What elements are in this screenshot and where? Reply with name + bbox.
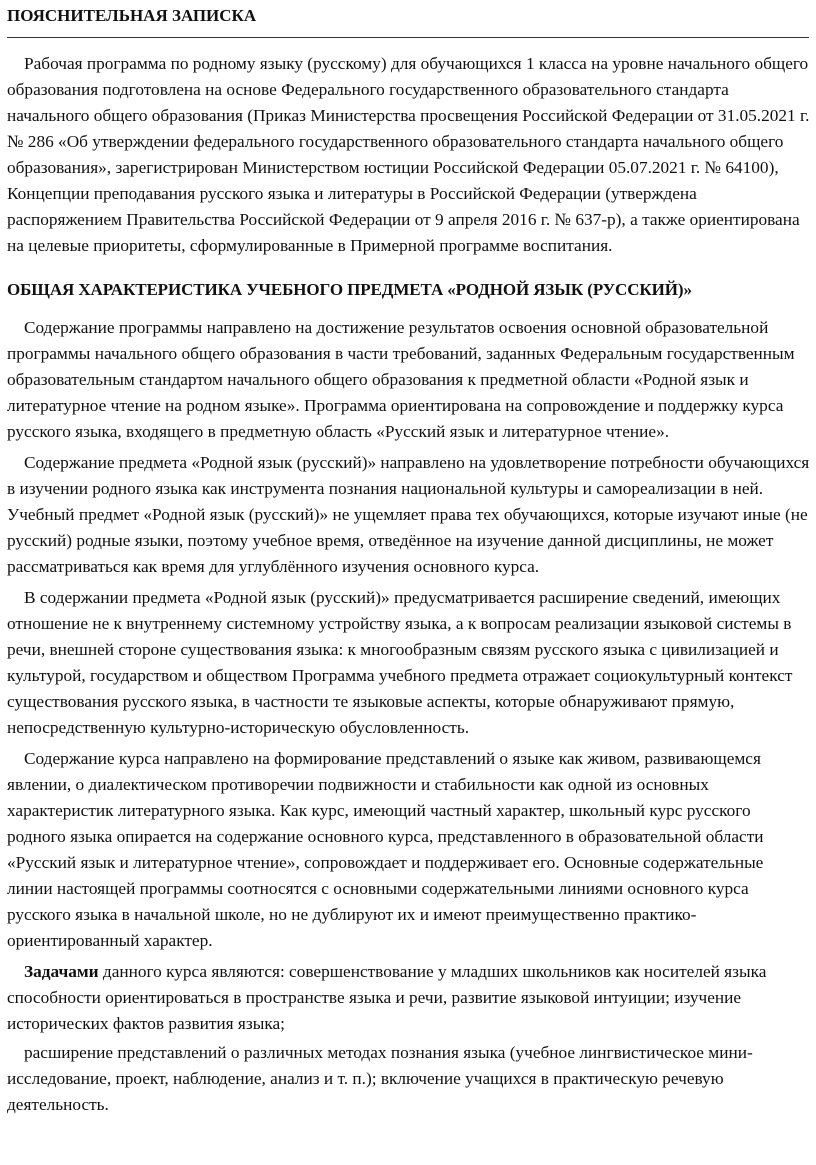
paragraph-course-content: Содержание курса направлено на формирование представлений о языке как живом, развивающемся явлении, о диалектическом противоречии подвижности и стабильности как одной из основных характеристик литературного языка. Как курс, имеющий частный характер, школьный курс русского родного языка опирается на содержание основного курса, представленного в образовательной области «Русский язык и литературное чтение», сопровождает и поддерживает его. Основные содержательные линии настоящей программы соотносятся с основными содержательными линиями основного курса русского языка в начальной школе, но не дублируют их и имеют преимущественно практико-ориентированный характер. xyxy=(7,749,764,950)
tasks-lead: Задачами xyxy=(24,962,99,981)
paragraph-subject-scope: В содержании предмета «Родной язык (русский)» предусматривается расширение сведений, имеющих отношение не к внутреннему системному устройству языка, а к вопросам реализации языковой системы в речи, внешней стороне существования языка: к многообразным связям русского языка с цивилизацией и культурой, государством и обществом Программа учебного предмета отражает социокультурный контекст существования русского языка, в частности те языковые аспекты, которые обнаруживают прямую, непосредственную культурно-историческую обусловленность. xyxy=(7,588,793,737)
paragraph-program-content: Содержание программы направлено на достижение результатов освоения основной образовательной программы начального общего образования в части требований, заданных Федеральным государственным образовательным стандартом начального общего образования к предметной области «Родной язык и литературное чтение на родном языке». Программа ориентирована на сопровождение и поддержку курса русского языка, входящего в предметную область «Русский язык и литературное чтение». xyxy=(7,318,795,441)
section-heading: ОБЩАЯ ХАРАКТЕРИСТИКА УЧЕБНОГО ПРЕДМЕТА «РОДНОЙ ЯЗЫК (РУССКИЙ)» xyxy=(7,280,692,299)
paragraph-subject-content: Содержание предмета «Родной язык (русский)» направлено на удовлетворение потребности обучающихся в изучении родного языка как инструмента познания национальной культуры и самореализации в ней. Учебный предмет «Родной язык (русский)» не ущемляет права тех обучающихся, которые изучают иные (не русский) родные языки, поэтому учебное время, отведённое на изучение данной дисциплины, не может рассматриваться как время для углублённого изучения основного курса. xyxy=(7,453,810,576)
document-page xyxy=(7,0,811,1165)
intro-paragraph: Рабочая программа по родному языку (русскому) для обучающихся 1 класса на уровне начального общего образования подготовлена на основе Федерального государственного образовательного стандарта начального общего образования (Приказ Министерства просвещения Российской Федерации от 31.05.2021 г. № 286 «Об утверждении федерального государственного образовательного стандарта начального общего образования», зарегистрирован Министерством юстиции Российской Федерации 05.07.2021 г. № 64100), Концепции преподавания русского языка и литературы в Российской Федерации (утверждена распоряжением Правительства Российской Федерации от 9 апреля 2016 г. № 637-р), а также ориентирована на целевые приоритеты, сформулированные в Примерной программе воспитания. xyxy=(7,54,810,255)
paragraph-methods: расширение представлений о различных методах познания языка (учебное лингвистическое мини-исследование, проект, наблюдение, анализ и т. п.); включение учащихся в практическую речевую деятельность. xyxy=(7,1043,753,1114)
document-title: ПОЯСНИТЕЛЬНАЯ ЗАПИСКА xyxy=(7,6,257,25)
paragraph-tasks xyxy=(7,959,811,1037)
title-divider xyxy=(7,37,809,38)
tasks-text: данного курса являются: совершенствование у младших школьников как носителей языка способности ориентироваться в пространстве языка и речи, развитие языковой интуиции; изучение исторических фактов развития языка; xyxy=(7,962,767,1033)
